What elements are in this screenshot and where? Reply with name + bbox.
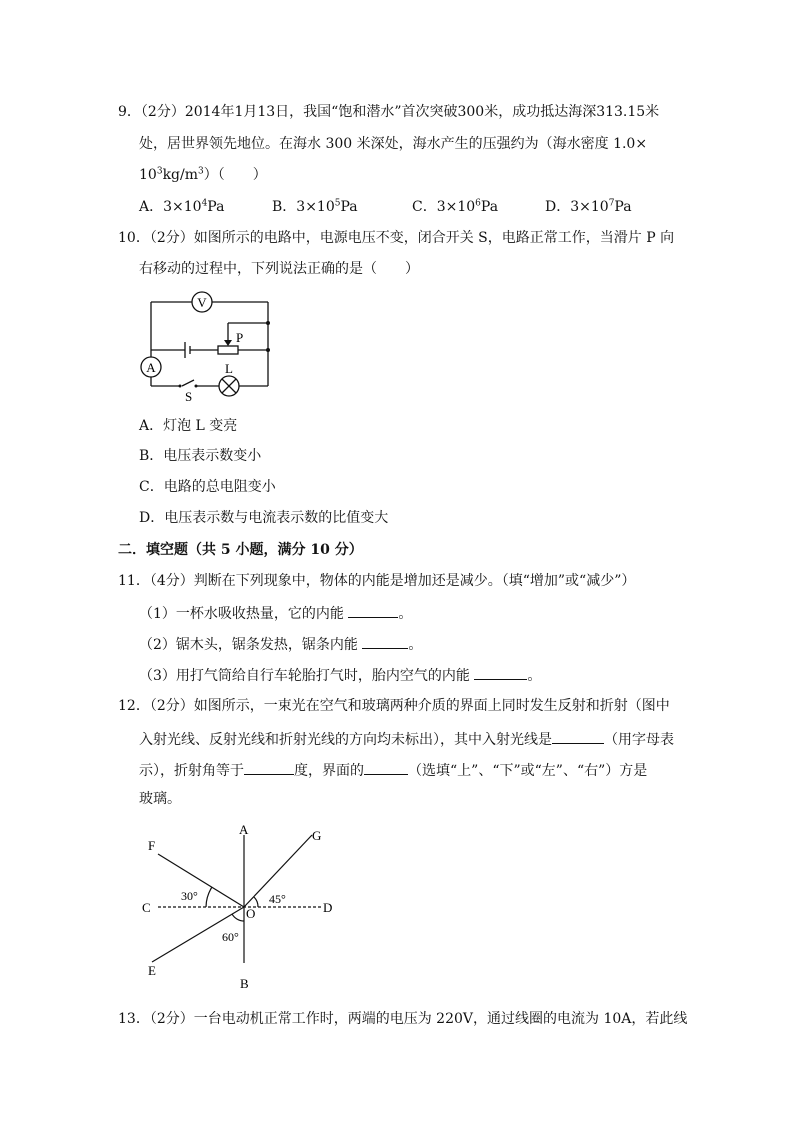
q9-option-d-unit: Pa xyxy=(614,199,632,215)
q11-answer-blank-3[interactable] xyxy=(474,667,527,680)
lamp-label: L xyxy=(225,361,233,376)
q11-sub-1 xyxy=(139,605,412,621)
switch-pivot-left xyxy=(179,385,182,388)
angle-label-45: 45° xyxy=(269,892,286,906)
q9-density-exp: 3 xyxy=(156,166,163,177)
q9-option-b-exp: 5 xyxy=(334,198,341,209)
angle-arc-60 xyxy=(232,914,244,921)
q9-option-b-label: B．3×10 xyxy=(272,199,335,215)
label-a: A xyxy=(239,822,249,837)
q9-density-base: 10 xyxy=(139,167,157,183)
rheostat xyxy=(218,346,238,354)
label-b: B xyxy=(240,976,249,991)
ammeter-label: A xyxy=(146,360,156,375)
q9-option-d-exp: 7 xyxy=(608,198,615,209)
q9-density-unit-exp: 3 xyxy=(198,166,204,177)
voltmeter-label: V xyxy=(197,295,207,310)
light-refraction-diagram xyxy=(140,818,350,1000)
q12-line-2-tail: （用字母表 xyxy=(604,732,674,748)
section-title-fill-in: 二．填空题（共 5 小题，满分 10 分） xyxy=(118,542,363,558)
q12-line-1: 12．（2分）如图所示，一束光在空气和玻璃两种介质的界面上同时发生反射和折射（图中 xyxy=(118,698,670,714)
q9-option-a-unit: Pa xyxy=(207,199,225,215)
q9-option-d[interactable] xyxy=(545,200,632,214)
q9-density-unit: kg/m xyxy=(162,167,198,183)
q9-line-1: 9．（2分）2014年1月13日，我国“饱和潜水”首次突破300米，成功抵达海深313.15米 xyxy=(118,104,660,120)
angle-arc-30 xyxy=(206,887,212,907)
slider-arrow xyxy=(224,340,232,346)
ray-fo xyxy=(158,854,244,907)
junction-dot-top xyxy=(266,321,270,325)
q9-option-c-label: C．3×10 xyxy=(412,199,476,215)
q10-option-c[interactable]: C．电路的总电阻变小 xyxy=(139,479,276,495)
q11-sub-3-end: 。 xyxy=(527,668,542,684)
q10-option-a[interactable]: A．灯泡 L 变亮 xyxy=(139,418,238,434)
q12-answer-blank-3[interactable] xyxy=(364,762,408,775)
switch-label: S xyxy=(185,389,193,404)
q9-line-3-tail: ）（ ） xyxy=(203,167,267,183)
label-d: D xyxy=(323,900,333,915)
q11-sub-1-text: （1）一杯水吸收热量，它的内能 xyxy=(139,606,344,622)
label-e: E xyxy=(148,963,156,978)
q11-answer-blank-2[interactable] xyxy=(362,636,408,649)
q10-line-2: 右移动的过程中，下列说法正确的是（ ） xyxy=(139,261,419,277)
angle-label-30: 30° xyxy=(181,889,198,903)
q11-sub-2-text: （2）锯木头，锯条发热，锯条内能 xyxy=(139,637,358,653)
circuit-diagram xyxy=(130,283,290,408)
slider-label: P xyxy=(236,330,244,345)
q9-option-a[interactable] xyxy=(139,200,224,214)
q12-line-4: 玻璃。 xyxy=(139,791,181,807)
q11-answer-blank-1[interactable] xyxy=(348,605,398,618)
label-f: F xyxy=(148,838,156,853)
q12-line-3 xyxy=(139,762,647,778)
q12-line-3-text: 示），折射角等于 xyxy=(139,763,244,779)
q11-line-1: 11．（4分）判断在下列现象中，物体的内能是增加还是减少。（填“增加”或“减少”） xyxy=(118,573,636,589)
q9-option-b-unit: Pa xyxy=(340,199,358,215)
angle-label-60: 60° xyxy=(222,930,239,944)
q11-sub-3 xyxy=(139,667,541,683)
q11-sub-1-end: 。 xyxy=(398,606,413,622)
q9-option-c-exp: 6 xyxy=(475,198,481,209)
q13-line-1: 13．（2分）一台电动机正常工作时，两端的电压为 220V，通过线圈的电流为 10A，若此线 xyxy=(118,1011,688,1027)
junction-dot-mid xyxy=(266,348,270,352)
q12-answer-blank-2[interactable] xyxy=(244,762,294,775)
q12-answer-blank-1[interactable] xyxy=(552,731,604,744)
q10-option-d[interactable]: D．电压表示数与电流表示数的比值变大 xyxy=(139,510,389,526)
q12-line-2 xyxy=(139,731,674,747)
q9-option-c-unit: Pa xyxy=(480,199,499,215)
q9-option-c[interactable] xyxy=(412,200,498,214)
q11-sub-2-end: 。 xyxy=(408,637,423,653)
q12-line-3-mid: 度，界面的 xyxy=(294,763,364,779)
label-c: C xyxy=(142,900,151,915)
q9-option-a-label: A．3×10 xyxy=(139,199,202,215)
q11-sub-2 xyxy=(139,636,422,652)
q12-line-3-tail: （选填“上”、“下”或“左”、“右”）方是 xyxy=(408,763,648,779)
label-o: O xyxy=(246,906,256,921)
q9-line-2: 处，居世界领先地位。在海水 300 米深处，海水产生的压强约为（海水密度 1.0× xyxy=(139,136,648,152)
q9-option-a-exp: 4 xyxy=(201,198,208,209)
q12-line-2-text: 入射光线、反射光线和折射光线的方向均未标出），其中入射光线是 xyxy=(139,732,552,748)
q10-line-1: 10．（2分）如图所示的电路中，电源电压不变，闭合开关 S，电路正常工作，当滑片 P 向 xyxy=(118,230,675,246)
q9-option-b[interactable] xyxy=(272,200,358,214)
q10-option-b[interactable]: B．电压表示数变小 xyxy=(139,448,262,464)
q11-sub-3-text: （3）用打气筒给自行车轮胎打气时，胎内空气的内能 xyxy=(139,668,470,684)
switch-pivot-right xyxy=(195,385,198,388)
q9-line-3 xyxy=(139,168,267,182)
label-g: G xyxy=(312,828,322,843)
q9-option-d-label: D．3×10 xyxy=(545,199,609,215)
